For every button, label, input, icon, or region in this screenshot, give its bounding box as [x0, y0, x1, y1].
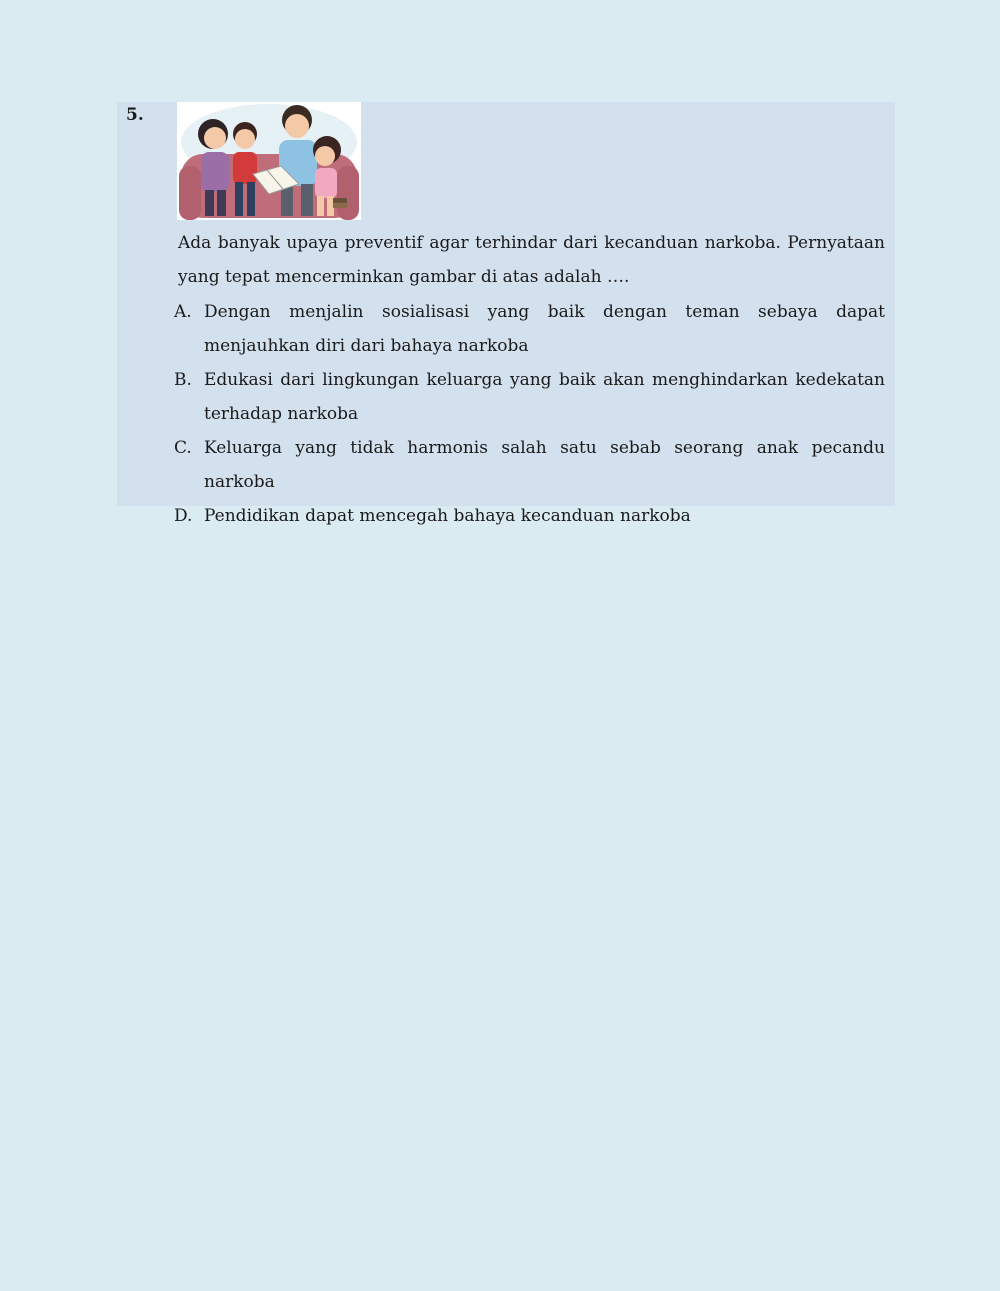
family-illustration [177, 102, 361, 220]
question-card [117, 102, 895, 526]
option-letter: C. [174, 438, 192, 458]
answer-options [174, 295, 885, 533]
option-a[interactable] [174, 295, 885, 363]
option-d[interactable] [174, 499, 885, 533]
option-text: Dengan menjalin sosialisasi yang baik dengan teman sebaya dapat menjauhkan diri dari bahaya narkoba [204, 302, 885, 356]
question-number: 5. [126, 105, 144, 125]
option-c[interactable] [174, 431, 885, 499]
question-stem: Ada banyak upaya preventif agar terhindar dari kecanduan narkoba. Pernyataan yang tepat mencerminkan gambar di atas adalah …. [178, 233, 885, 287]
option-letter: D. [174, 506, 193, 526]
option-letter: B. [174, 370, 192, 390]
option-b[interactable] [174, 363, 885, 431]
option-letter: A. [174, 302, 192, 322]
option-text: Edukasi dari lingkungan keluarga yang baik akan menghindarkan kedekatan terhadap narkoba [204, 370, 885, 424]
option-text: Keluarga yang tidak harmonis salah satu sebab seorang anak pecandu narkoba [204, 438, 885, 492]
option-text: Pendidikan dapat mencegah bahaya kecanduan narkoba [204, 506, 691, 526]
